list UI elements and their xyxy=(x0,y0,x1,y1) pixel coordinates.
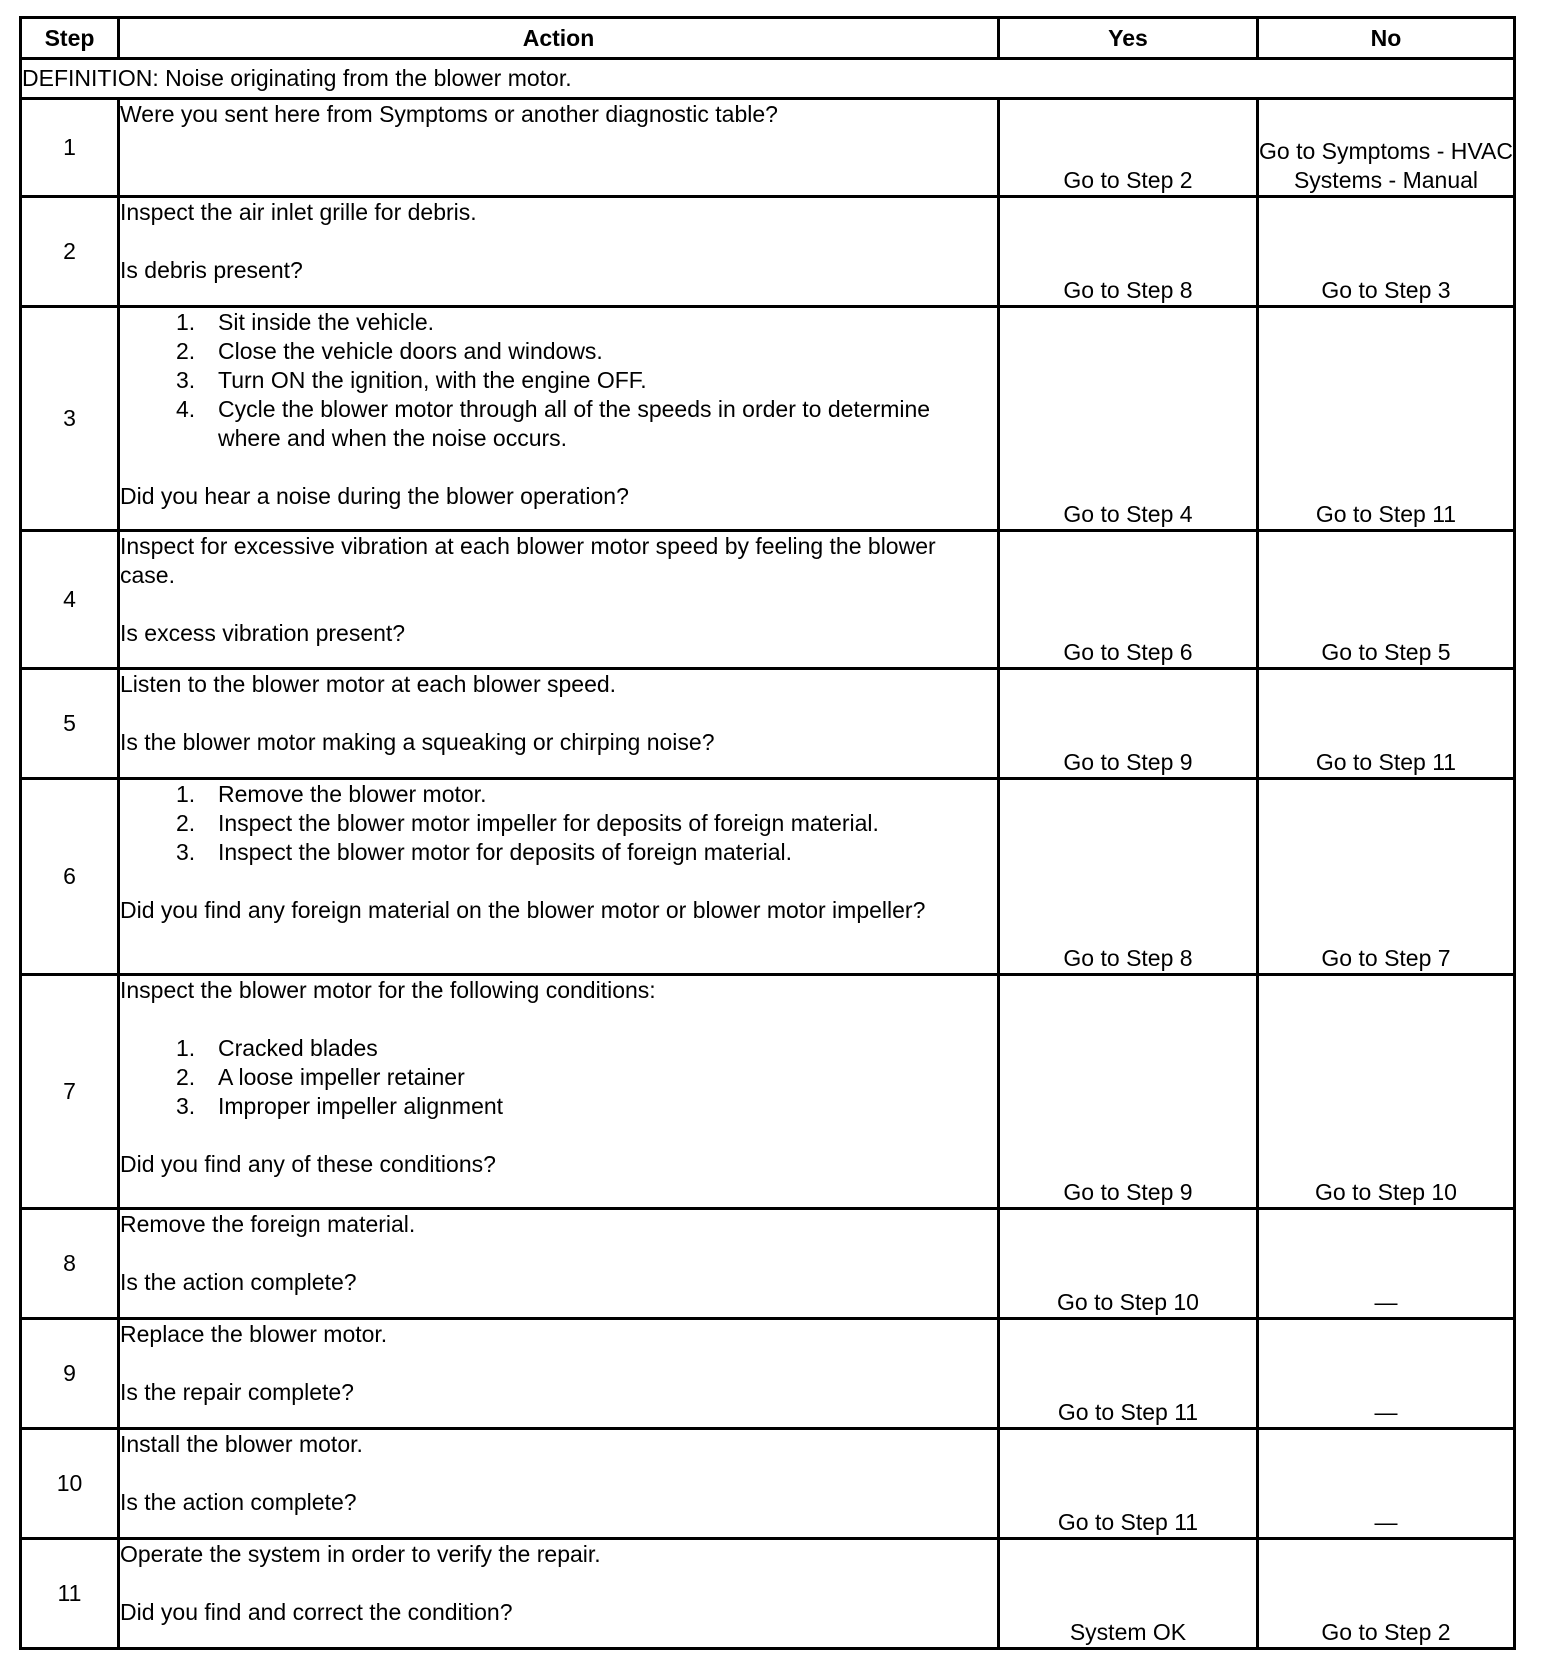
list-item-text: A loose impeller retainer xyxy=(218,1064,465,1090)
yes-result: Go to Step 10 xyxy=(999,1209,1258,1319)
yes-result: Go to Step 4 xyxy=(999,307,1258,531)
action-cell xyxy=(119,99,999,197)
table-row xyxy=(21,1319,1515,1429)
action-intro: Inspect the blower motor for the following conditions: xyxy=(120,977,656,1003)
table-row xyxy=(21,531,1515,669)
definition-text: DEFINITION: Noise originating from the blower motor. xyxy=(21,59,1515,99)
no-result: — xyxy=(1258,1429,1515,1539)
action-question: Did you find and correct the condition? xyxy=(120,1599,513,1625)
action-cell xyxy=(119,1539,999,1649)
action-question: Is debris present? xyxy=(120,257,303,283)
list-item-number: 1. xyxy=(176,309,196,335)
yes-result: Go to Step 11 xyxy=(999,1319,1258,1429)
action-intro: Listen to the blower motor at each blower speed. xyxy=(120,671,617,697)
header-yes: Yes xyxy=(999,18,1258,59)
action-cell xyxy=(119,1319,999,1429)
list-item-text: Close the vehicle doors and windows. xyxy=(218,338,603,364)
table-row xyxy=(21,1429,1515,1539)
step-number: 5 xyxy=(21,669,119,779)
no-result: Go to Step 7 xyxy=(1258,779,1515,975)
action-cell xyxy=(119,669,999,779)
list-item-number: 3. xyxy=(176,367,196,393)
action-intro: Install the blower motor. xyxy=(120,1431,363,1457)
yes-result: Go to Step 9 xyxy=(999,669,1258,779)
list-item xyxy=(176,780,997,809)
action-question: Is the repair complete? xyxy=(120,1379,354,1405)
list-item xyxy=(176,809,997,838)
list-item xyxy=(176,337,997,366)
action-intro: Inspect for excessive vibration at each blower motor speed by feeling the blower case. xyxy=(120,533,936,588)
list-item-text: Inspect the blower motor impeller for deposits of foreign material. xyxy=(218,810,879,836)
action-intro: Remove the foreign material. xyxy=(120,1211,416,1237)
list-item xyxy=(176,366,997,395)
list-item-number: 1. xyxy=(176,781,196,807)
list-item-text: Improper impeller alignment xyxy=(218,1093,504,1119)
action-list xyxy=(120,780,997,867)
action-question: Is the action complete? xyxy=(120,1269,357,1295)
no-result: — xyxy=(1258,1209,1515,1319)
action-question: Did you find any of these conditions? xyxy=(120,1151,496,1177)
diagnostic-table xyxy=(19,16,1516,1650)
action-list xyxy=(120,308,997,453)
list-item-number: 2. xyxy=(176,810,196,836)
list-item-number: 3. xyxy=(176,1093,196,1119)
list-item xyxy=(176,1092,997,1121)
list-item-number: 2. xyxy=(176,338,196,364)
definition-row xyxy=(21,59,1515,99)
list-item xyxy=(176,395,997,453)
list-item-number: 2. xyxy=(176,1064,196,1090)
header-no: No xyxy=(1258,18,1515,59)
yes-result: Go to Step 11 xyxy=(999,1429,1258,1539)
list-item-text: Cycle the blower motor through all of the speeds in order to determine where and when the noise occurs. xyxy=(218,396,931,451)
step-number: 9 xyxy=(21,1319,119,1429)
table-row xyxy=(21,99,1515,197)
action-list xyxy=(120,1034,997,1121)
list-item-text: Remove the blower motor. xyxy=(218,781,487,807)
action-intro: Were you sent here from Symptoms or another diagnostic table? xyxy=(120,101,778,127)
table-row xyxy=(21,1539,1515,1649)
no-result: Go to Step 10 xyxy=(1258,975,1515,1209)
list-item-number: 4. xyxy=(176,396,196,422)
action-question: Did you find any foreign material on the blower motor or blower motor impeller? xyxy=(120,897,926,923)
list-item-text: Sit inside the vehicle. xyxy=(218,309,435,335)
list-item-text: Cracked blades xyxy=(218,1035,378,1061)
action-intro: Operate the system in order to verify the repair. xyxy=(120,1541,601,1567)
yes-result: Go to Step 2 xyxy=(999,99,1258,197)
action-intro: Inspect the air inlet grille for debris. xyxy=(120,199,477,225)
action-cell xyxy=(119,531,999,669)
table-row xyxy=(21,975,1515,1209)
list-item xyxy=(176,838,997,867)
no-result: — xyxy=(1258,1319,1515,1429)
header-action: Action xyxy=(119,18,999,59)
step-number: 10 xyxy=(21,1429,119,1539)
no-result: Go to Step 11 xyxy=(1258,307,1515,531)
action-cell xyxy=(119,975,999,1209)
list-item xyxy=(176,1063,997,1092)
step-number: 1 xyxy=(21,99,119,197)
no-result: Go to Step 3 xyxy=(1258,197,1515,307)
step-number: 8 xyxy=(21,1209,119,1319)
yes-result: Go to Step 6 xyxy=(999,531,1258,669)
list-item-text: Turn ON the ignition, with the engine OFF. xyxy=(218,367,647,393)
yes-result: Go to Step 8 xyxy=(999,197,1258,307)
table-row xyxy=(21,1209,1515,1319)
action-cell xyxy=(119,307,999,531)
header-step: Step xyxy=(21,18,119,59)
action-cell xyxy=(119,197,999,307)
list-item xyxy=(176,1034,997,1063)
step-number: 2 xyxy=(21,197,119,307)
list-item-number: 3. xyxy=(176,839,196,865)
table-row xyxy=(21,307,1515,531)
table-row xyxy=(21,779,1515,975)
table-row xyxy=(21,669,1515,779)
no-result: Go to Step 5 xyxy=(1258,531,1515,669)
table-row xyxy=(21,197,1515,307)
list-item xyxy=(176,308,997,337)
no-result: Go to Step 11 xyxy=(1258,669,1515,779)
yes-result: Go to Step 8 xyxy=(999,779,1258,975)
list-item-text: Inspect the blower motor for deposits of foreign material. xyxy=(218,839,793,865)
action-intro: Replace the blower motor. xyxy=(120,1321,388,1347)
step-number: 7 xyxy=(21,975,119,1209)
step-number: 3 xyxy=(21,307,119,531)
action-question: Is excess vibration present? xyxy=(120,620,406,646)
yes-result: System OK xyxy=(999,1539,1258,1649)
no-result: Go to Symptoms - HVAC Systems - Manual xyxy=(1258,99,1515,197)
action-cell xyxy=(119,1429,999,1539)
action-question: Is the action complete? xyxy=(120,1489,357,1515)
step-number: 6 xyxy=(21,779,119,975)
no-result: Go to Step 2 xyxy=(1258,1539,1515,1649)
step-number: 11 xyxy=(21,1539,119,1649)
action-cell xyxy=(119,779,999,975)
action-cell xyxy=(119,1209,999,1319)
action-question: Is the blower motor making a squeaking or chirping noise? xyxy=(120,729,715,755)
yes-result: Go to Step 9 xyxy=(999,975,1258,1209)
step-number: 4 xyxy=(21,531,119,669)
action-question: Did you hear a noise during the blower operation? xyxy=(120,483,629,509)
list-item-number: 1. xyxy=(176,1035,196,1061)
header-row xyxy=(21,18,1515,59)
